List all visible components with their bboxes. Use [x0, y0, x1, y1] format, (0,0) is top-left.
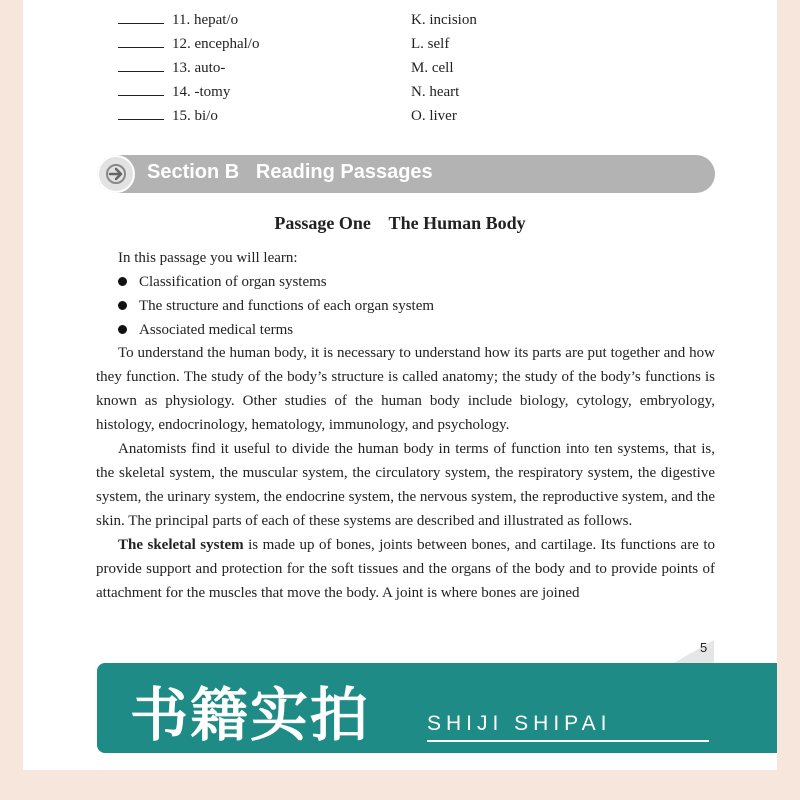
term: 12. encephal/o: [172, 36, 260, 52]
term: 14. -tomy: [172, 84, 231, 100]
section-header: [97, 155, 715, 193]
answer-blank: [118, 35, 164, 48]
bullet-item: Associated medical terms: [139, 322, 294, 338]
bold-term: The skeletal system: [118, 537, 244, 553]
answer-blank: [118, 107, 164, 120]
answer-blank: [118, 59, 164, 72]
meaning: K. incision: [411, 12, 477, 28]
meaning: L. self: [411, 36, 450, 52]
term: 11. hepat/o: [172, 12, 239, 28]
term: 15. bi/o: [172, 108, 218, 124]
banner-underline: [427, 740, 709, 742]
banner-subtitle: SHIJI SHIPAI: [427, 712, 612, 735]
passage-body: [96, 341, 715, 605]
bullet-item: Classification of organ systems: [139, 274, 327, 290]
passage-intro: In this passage you will learn:: [118, 250, 298, 266]
arrow-right-icon: [97, 155, 135, 193]
paragraph: [96, 533, 715, 605]
match-item: [118, 59, 225, 77]
passage-title: Passage One The Human Body: [274, 213, 526, 233]
answer-blank: [118, 83, 164, 96]
answer-blank: [118, 11, 164, 24]
banner-title: 书籍实拍: [130, 681, 371, 749]
page-number: 5: [700, 640, 708, 655]
paragraph-text: is made up of bones, joints between bones, and cartilage. Its functions are to provide support and protection for the soft tissues and the organs of the body and to provide points of attachment for the muscles that move the body. A joint is where bones are joined: [96, 537, 715, 601]
meaning: M. cell: [411, 60, 454, 76]
match-item: [118, 83, 230, 101]
meaning: O. liver: [411, 108, 457, 124]
paragraph: To understand the human body, it is necessary to understand how its parts are put together and how they function. The study of the body’s structure is called anatomy; the study of the body’s functions is known as physiology. Other studies of the human body include biology, cytology, embryology, histology, endocrinology, hematology, immunology, and psychology.: [96, 345, 715, 433]
bullet-dot: [118, 277, 127, 286]
term: 13. auto-: [172, 60, 226, 76]
bullet-dot: [118, 325, 127, 334]
match-item: [118, 107, 218, 125]
match-item: [118, 35, 259, 53]
match-item: [118, 11, 238, 29]
bullet-item: The structure and functions of each organ system: [139, 298, 435, 314]
meaning: N. heart: [411, 84, 460, 100]
section-label: Section B: [147, 161, 240, 183]
page-corner: [672, 640, 714, 664]
bullet-dot: [118, 301, 127, 310]
paragraph: Anatomists find it useful to divide the human body in terms of function into ten systems, that is, the skeletal system, the muscular system, the circulatory system, the respiratory system, the digestive system, the urinary system, the endocrine system, the nervous system, the reproductive system, and the skin. The principal parts of each of these systems are described and illustrated as follows.: [96, 441, 715, 529]
section-title: Reading Passages: [255, 161, 433, 183]
